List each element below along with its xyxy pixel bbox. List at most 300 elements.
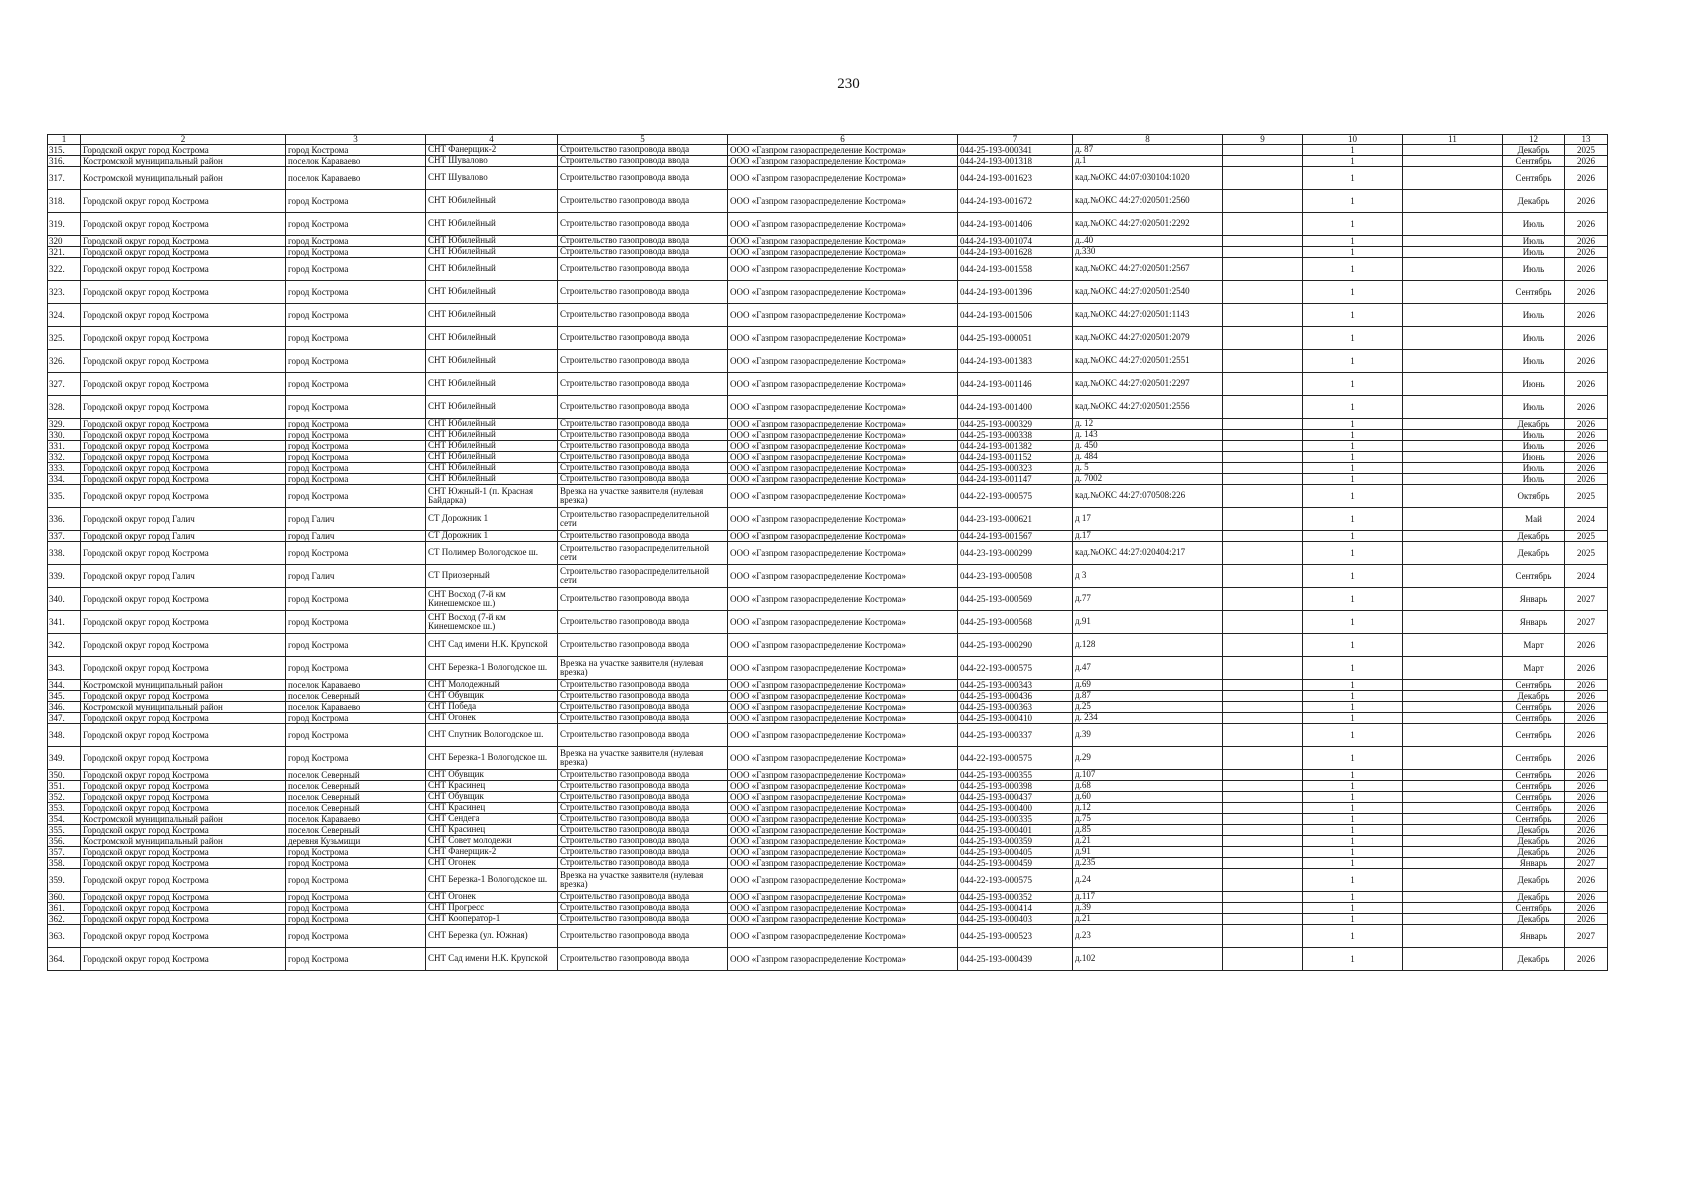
- table-cell: 1: [1303, 869, 1403, 892]
- table-cell: СНТ Огонек: [426, 858, 558, 869]
- table-cell: 1: [1303, 836, 1403, 847]
- table-row: [48, 258, 1608, 281]
- table-cell: Городской округ город Кострома: [81, 691, 286, 702]
- table-cell: 2026: [1565, 474, 1608, 485]
- table-cell: 344.: [48, 680, 81, 691]
- table-cell: д.85: [1073, 825, 1223, 836]
- table-cell: [1223, 836, 1303, 847]
- table-cell: 1: [1303, 485, 1403, 508]
- column-header: 4: [426, 135, 558, 145]
- table-cell: Строительство газопровода ввода: [558, 452, 728, 463]
- table-cell: д.75: [1073, 814, 1223, 825]
- table-cell: 044-25-193-000410: [958, 713, 1073, 724]
- table-row: [48, 565, 1608, 588]
- table-cell: 2026: [1565, 657, 1608, 680]
- table-cell: город Галич: [286, 531, 426, 542]
- table-cell: город Кострома: [286, 452, 426, 463]
- table-cell: СНТ Березка-1 Вологодское ш.: [426, 747, 558, 770]
- table-cell: Строительство газопровода ввода: [558, 531, 728, 542]
- table-cell: Май: [1503, 508, 1565, 531]
- table-cell: Строительство газопровода ввода: [558, 190, 728, 213]
- table-cell: Декабрь: [1503, 145, 1565, 156]
- table-cell: д 3: [1073, 565, 1223, 588]
- table-cell: 319.: [48, 213, 81, 236]
- table-cell: ООО «Газпром газораспределение Кострома»: [728, 463, 958, 474]
- table-cell: 2026: [1565, 847, 1608, 858]
- table-cell: 363.: [48, 925, 81, 948]
- table-cell: 2026: [1565, 463, 1608, 474]
- table-cell: город Кострома: [286, 396, 426, 419]
- table-cell: д. 450: [1073, 441, 1223, 452]
- table-cell: [1403, 350, 1503, 373]
- table-cell: д. 5: [1073, 463, 1223, 474]
- table-cell: 2026: [1565, 634, 1608, 657]
- table-cell: 044-24-193-001623: [958, 167, 1073, 190]
- table-cell: [1403, 430, 1503, 441]
- table-cell: 1: [1303, 304, 1403, 327]
- table-cell: 044-24-193-001146: [958, 373, 1073, 396]
- table-cell: Январь: [1503, 925, 1565, 948]
- table-cell: 044-25-193-000323: [958, 463, 1073, 474]
- table-cell: [1223, 713, 1303, 724]
- table-cell: город Кострома: [286, 847, 426, 858]
- table-cell: СНТ Сад имени Н.К. Крупской: [426, 948, 558, 971]
- table-cell: [1403, 463, 1503, 474]
- table-cell: [1403, 657, 1503, 680]
- table-cell: Городской округ город Кострома: [81, 948, 286, 971]
- table-cell: кад.№ОКС 44:27:020501:2567: [1073, 258, 1223, 281]
- table-cell: Строительство газопровода ввода: [558, 781, 728, 792]
- table-cell: ООО «Газпром газораспределение Кострома»: [728, 531, 958, 542]
- table-cell: д.91: [1073, 847, 1223, 858]
- table-cell: СНТ Шувалово: [426, 167, 558, 190]
- table-cell: 1: [1303, 892, 1403, 903]
- table-cell: СНТ Юбилейный: [426, 350, 558, 373]
- table-cell: Врезка на участке заявителя (нулевая врезка): [558, 869, 728, 892]
- table-row: [48, 869, 1608, 892]
- table-row: [48, 531, 1608, 542]
- table-cell: ООО «Газпром газораспределение Кострома»: [728, 634, 958, 657]
- table-cell: Городской округ город Кострома: [81, 396, 286, 419]
- table-cell: 315.: [48, 145, 81, 156]
- table-cell: д.39: [1073, 724, 1223, 747]
- table-cell: [1223, 847, 1303, 858]
- table-cell: [1403, 770, 1503, 781]
- table-cell: ООО «Газпром газораспределение Кострома»: [728, 281, 958, 304]
- table-cell: город Кострома: [286, 903, 426, 914]
- table-row: [48, 419, 1608, 430]
- table-cell: 2026: [1565, 814, 1608, 825]
- table-cell: 342.: [48, 634, 81, 657]
- table-cell: СНТ Обувщик: [426, 691, 558, 702]
- table-cell: ООО «Газпром газораспределение Кострома»: [728, 691, 958, 702]
- table-cell: 356.: [48, 836, 81, 847]
- table-cell: 1: [1303, 474, 1403, 485]
- table-cell: СНТ Юбилейный: [426, 430, 558, 441]
- table-cell: 2026: [1565, 770, 1608, 781]
- table-cell: 044-25-193-000403: [958, 914, 1073, 925]
- table-cell: деревня Кузьмищи: [286, 836, 426, 847]
- table-cell: д.17: [1073, 531, 1223, 542]
- table-cell: д. 12: [1073, 419, 1223, 430]
- table-cell: [1223, 781, 1303, 792]
- table-cell: 351.: [48, 781, 81, 792]
- table-cell: 044-24-193-001396: [958, 281, 1073, 304]
- table-cell: 327.: [48, 373, 81, 396]
- table-cell: [1223, 145, 1303, 156]
- table-cell: [1403, 781, 1503, 792]
- table-cell: д.107: [1073, 770, 1223, 781]
- table-cell: 1: [1303, 724, 1403, 747]
- table-cell: ООО «Газпром газораспределение Кострома»: [728, 156, 958, 167]
- table-cell: 1: [1303, 281, 1403, 304]
- table-cell: Городской округ город Кострома: [81, 452, 286, 463]
- table-cell: 2027: [1565, 588, 1608, 611]
- table-cell: ООО «Газпром газораспределение Кострома»: [728, 247, 958, 258]
- table-cell: 044-24-193-001558: [958, 258, 1073, 281]
- table-cell: Костромской муниципальный район: [81, 702, 286, 713]
- table-row: [48, 825, 1608, 836]
- table-cell: Городской округ город Кострома: [81, 914, 286, 925]
- table-cell: 044-25-193-000341: [958, 145, 1073, 156]
- table-cell: Июль: [1503, 430, 1565, 441]
- table-cell: Декабрь: [1503, 914, 1565, 925]
- table-cell: 044-25-193-000414: [958, 903, 1073, 914]
- table-cell: город Кострома: [286, 611, 426, 634]
- table-row: [48, 814, 1608, 825]
- table-cell: 044-25-193-000437: [958, 792, 1073, 803]
- table-cell: [1223, 419, 1303, 430]
- table-cell: город Кострома: [286, 430, 426, 441]
- table-row: [48, 213, 1608, 236]
- table-cell: 044-25-193-000401: [958, 825, 1073, 836]
- table-cell: [1403, 452, 1503, 463]
- table-cell: д.23: [1073, 925, 1223, 948]
- table-cell: д.1: [1073, 156, 1223, 167]
- table-cell: кад.№ОКС 44:27:020501:2297: [1073, 373, 1223, 396]
- table-cell: ООО «Газпром газораспределение Кострома»: [728, 213, 958, 236]
- table-cell: Городской округ город Кострома: [81, 747, 286, 770]
- table-row: [48, 925, 1608, 948]
- table-cell: Городской округ город Кострома: [81, 145, 286, 156]
- table-row: [48, 847, 1608, 858]
- table-cell: [1403, 903, 1503, 914]
- table-cell: Сентябрь: [1503, 781, 1565, 792]
- table-cell: 044-24-193-001506: [958, 304, 1073, 327]
- table-cell: Строительство газопровода ввода: [558, 167, 728, 190]
- table-cell: город Кострома: [286, 485, 426, 508]
- table-cell: кад.№ОКС 44:27:020404:217: [1073, 542, 1223, 565]
- table-cell: 331.: [48, 441, 81, 452]
- table-cell: д.77: [1073, 588, 1223, 611]
- table-cell: [1223, 350, 1303, 373]
- table-cell: кад.№ОКС 44:27:020501:2556: [1073, 396, 1223, 419]
- table-cell: Городской округ город Кострома: [81, 236, 286, 247]
- table-cell: Городской округ город Кострома: [81, 657, 286, 680]
- table-cell: Городской округ город Кострома: [81, 304, 286, 327]
- table-cell: город Кострома: [286, 542, 426, 565]
- table-cell: 348.: [48, 724, 81, 747]
- table-cell: Июль: [1503, 236, 1565, 247]
- table-cell: город Кострома: [286, 373, 426, 396]
- table-cell: 044-25-193-000337: [958, 724, 1073, 747]
- table-cell: [1223, 327, 1303, 350]
- table-cell: 2026: [1565, 350, 1608, 373]
- table-cell: [1403, 847, 1503, 858]
- table-cell: Строительство газопровода ввода: [558, 792, 728, 803]
- table-cell: д.24: [1073, 869, 1223, 892]
- table-cell: Сентябрь: [1503, 713, 1565, 724]
- table-cell: 361.: [48, 903, 81, 914]
- table-cell: Сентябрь: [1503, 747, 1565, 770]
- table-cell: город Кострома: [286, 858, 426, 869]
- table-cell: 044-24-193-001406: [958, 213, 1073, 236]
- table-cell: СНТ Юбилейный: [426, 190, 558, 213]
- table-cell: город Кострома: [286, 327, 426, 350]
- table-cell: ООО «Газпром газораспределение Кострома»: [728, 485, 958, 508]
- table-cell: д.69: [1073, 680, 1223, 691]
- table-cell: Строительство газопровода ввода: [558, 858, 728, 869]
- table-cell: Городской округ город Кострома: [81, 258, 286, 281]
- table-row: [48, 611, 1608, 634]
- table-cell: [1403, 803, 1503, 814]
- table-row: [48, 792, 1608, 803]
- table-cell: ООО «Газпром газораспределение Кострома»: [728, 430, 958, 441]
- table-cell: 355.: [48, 825, 81, 836]
- table-row: [48, 680, 1608, 691]
- table-cell: Сентябрь: [1503, 702, 1565, 713]
- table-cell: ООО «Газпром газораспределение Кострома»: [728, 814, 958, 825]
- table-cell: [1403, 948, 1503, 971]
- table-cell: город Кострома: [286, 304, 426, 327]
- table-cell: Городской округ город Кострома: [81, 792, 286, 803]
- table-cell: кад.№ОКС 44:27:020501:2079: [1073, 327, 1223, 350]
- table-row: [48, 373, 1608, 396]
- table-cell: Январь: [1503, 588, 1565, 611]
- table-row: [48, 892, 1608, 903]
- table-row: [48, 281, 1608, 304]
- table-cell: [1223, 396, 1303, 419]
- table-cell: Июль: [1503, 441, 1565, 452]
- table-cell: 1: [1303, 657, 1403, 680]
- table-cell: [1403, 892, 1503, 903]
- table-cell: ООО «Газпром газораспределение Кострома»: [728, 680, 958, 691]
- table-cell: Декабрь: [1503, 825, 1565, 836]
- table-row: [48, 657, 1608, 680]
- table-cell: 2026: [1565, 948, 1608, 971]
- table-cell: 337.: [48, 531, 81, 542]
- table-cell: [1403, 858, 1503, 869]
- table-cell: 044-22-193-000575: [958, 485, 1073, 508]
- table-cell: Строительство газопровода ввода: [558, 145, 728, 156]
- table-cell: 044-25-193-000338: [958, 430, 1073, 441]
- table-cell: СНТ Южный-1 (п. Красная Байдарка): [426, 485, 558, 508]
- table-cell: 353.: [48, 803, 81, 814]
- table-cell: город Кострома: [286, 258, 426, 281]
- table-cell: 044-22-193-000575: [958, 657, 1073, 680]
- table-cell: Городской округ город Кострома: [81, 724, 286, 747]
- table-cell: 044-25-193-000398: [958, 781, 1073, 792]
- table-cell: СНТ Спутник Вологодское ш.: [426, 724, 558, 747]
- table-cell: [1403, 634, 1503, 657]
- table-cell: СНТ Восход (7-й км Кинешемское ш.): [426, 611, 558, 634]
- table-cell: Городской округ город Кострома: [81, 781, 286, 792]
- table-cell: [1223, 680, 1303, 691]
- table-cell: 360.: [48, 892, 81, 903]
- table-cell: СТ Полимер Вологодское ш.: [426, 542, 558, 565]
- table-cell: город Кострома: [286, 441, 426, 452]
- table-row: [48, 903, 1608, 914]
- table-cell: Городской округ город Кострома: [81, 463, 286, 474]
- table-cell: 044-23-193-000508: [958, 565, 1073, 588]
- table-cell: Сентябрь: [1503, 281, 1565, 304]
- table-cell: ООО «Газпром газораспределение Кострома»: [728, 825, 958, 836]
- table-cell: ООО «Газпром газораспределение Кострома»: [728, 373, 958, 396]
- table-cell: ООО «Газпром газораспределение Кострома»: [728, 781, 958, 792]
- table-row: [48, 396, 1608, 419]
- table-cell: [1223, 691, 1303, 702]
- table-cell: 2026: [1565, 441, 1608, 452]
- table-cell: 1: [1303, 702, 1403, 713]
- table-cell: Городской округ город Кострома: [81, 430, 286, 441]
- table-cell: 316.: [48, 156, 81, 167]
- table-row: [48, 713, 1608, 724]
- table-cell: [1403, 396, 1503, 419]
- table-cell: 324.: [48, 304, 81, 327]
- table-cell: Городской округ город Кострома: [81, 350, 286, 373]
- table-cell: [1223, 702, 1303, 713]
- table-cell: 328.: [48, 396, 81, 419]
- table-cell: Костромской муниципальный район: [81, 814, 286, 825]
- table-cell: Строительство газопровода ввода: [558, 847, 728, 858]
- table-cell: ООО «Газпром газораспределение Кострома»: [728, 858, 958, 869]
- table-cell: [1223, 190, 1303, 213]
- table-cell: СНТ Победа: [426, 702, 558, 713]
- table-cell: 044-25-193-000352: [958, 892, 1073, 903]
- table-cell: город Кострома: [286, 350, 426, 373]
- table-cell: Строительство газопровода ввода: [558, 836, 728, 847]
- table-cell: Строительство газопровода ввода: [558, 373, 728, 396]
- table-cell: поселок Северный: [286, 825, 426, 836]
- table-row: [48, 634, 1608, 657]
- table-row: [48, 836, 1608, 847]
- table-cell: город Галич: [286, 508, 426, 531]
- table-cell: [1223, 281, 1303, 304]
- table-cell: 1: [1303, 452, 1403, 463]
- table-cell: 2026: [1565, 419, 1608, 430]
- table-cell: 1: [1303, 327, 1403, 350]
- table-cell: город Кострома: [286, 657, 426, 680]
- table-cell: 334.: [48, 474, 81, 485]
- table-cell: Июль: [1503, 247, 1565, 258]
- table-cell: СНТ Юбилейный: [426, 396, 558, 419]
- table-cell: 1: [1303, 441, 1403, 452]
- table-cell: 2027: [1565, 925, 1608, 948]
- table-cell: 044-24-193-001382: [958, 441, 1073, 452]
- table-cell: Декабрь: [1503, 836, 1565, 847]
- table-row: [48, 304, 1608, 327]
- table-cell: 044-25-193-000523: [958, 925, 1073, 948]
- table-cell: 335.: [48, 485, 81, 508]
- table-cell: 349.: [48, 747, 81, 770]
- table-cell: Сентябрь: [1503, 903, 1565, 914]
- table-cell: 332.: [48, 452, 81, 463]
- table-cell: Декабрь: [1503, 691, 1565, 702]
- table-row: [48, 702, 1608, 713]
- table-cell: 2026: [1565, 452, 1608, 463]
- table-cell: ООО «Газпром газораспределение Кострома»: [728, 847, 958, 858]
- table-cell: СНТ Березка-1 Вологодское ш.: [426, 869, 558, 892]
- table-cell: [1223, 542, 1303, 565]
- table-cell: 341.: [48, 611, 81, 634]
- table-cell: Октябрь: [1503, 485, 1565, 508]
- table-cell: [1403, 914, 1503, 925]
- table-cell: 1: [1303, 611, 1403, 634]
- table-cell: ООО «Газпром газораспределение Кострома»: [728, 903, 958, 914]
- table-cell: 1: [1303, 680, 1403, 691]
- column-header: 2: [81, 135, 286, 145]
- column-header: 11: [1403, 135, 1503, 145]
- table-cell: д.12: [1073, 803, 1223, 814]
- table-cell: 1: [1303, 903, 1403, 914]
- table-cell: [1403, 373, 1503, 396]
- table-cell: 323.: [48, 281, 81, 304]
- table-cell: [1223, 825, 1303, 836]
- table-cell: д.47: [1073, 657, 1223, 680]
- table-cell: город Кострома: [286, 474, 426, 485]
- table-cell: [1223, 463, 1303, 474]
- table-cell: СНТ Юбилейный: [426, 304, 558, 327]
- table-cell: город Кострома: [286, 213, 426, 236]
- table-cell: [1403, 691, 1503, 702]
- table-cell: кад.№ОКС 44:27:020501:2292: [1073, 213, 1223, 236]
- table-cell: 1: [1303, 634, 1403, 657]
- table-cell: Строительство газопровода ввода: [558, 803, 728, 814]
- table-cell: [1223, 258, 1303, 281]
- table-cell: [1403, 508, 1503, 531]
- table-cell: д.60: [1073, 792, 1223, 803]
- table-cell: Городской округ город Кострома: [81, 634, 286, 657]
- table-cell: город Кострома: [286, 588, 426, 611]
- table-row: [48, 474, 1608, 485]
- table-cell: 044-25-193-000459: [958, 858, 1073, 869]
- table-cell: Строительство газопровода ввода: [558, 611, 728, 634]
- table-cell: 2026: [1565, 327, 1608, 350]
- table-cell: 1: [1303, 858, 1403, 869]
- table-cell: д.21: [1073, 836, 1223, 847]
- table-cell: СНТ Прогресс: [426, 903, 558, 914]
- table-cell: 1: [1303, 588, 1403, 611]
- column-header: 5: [558, 135, 728, 145]
- table-cell: [1223, 892, 1303, 903]
- table-cell: Строительство газопровода ввода: [558, 474, 728, 485]
- table-cell: ООО «Газпром газораспределение Кострома»: [728, 713, 958, 724]
- table-cell: 339.: [48, 565, 81, 588]
- table-cell: Июль: [1503, 327, 1565, 350]
- table-cell: Строительство газопровода ввода: [558, 948, 728, 971]
- table-cell: [1223, 869, 1303, 892]
- table-cell: СНТ Юбилейный: [426, 327, 558, 350]
- table-cell: 044-25-193-000329: [958, 419, 1073, 430]
- table-cell: СНТ Совет молодежи: [426, 836, 558, 847]
- table-row: [48, 327, 1608, 350]
- table-cell: Городской округ город Кострома: [81, 892, 286, 903]
- table-cell: 044-25-193-000439: [958, 948, 1073, 971]
- table-cell: 2025: [1565, 531, 1608, 542]
- table-cell: 345.: [48, 691, 81, 702]
- table-cell: Сентябрь: [1503, 770, 1565, 781]
- table-row: [48, 441, 1608, 452]
